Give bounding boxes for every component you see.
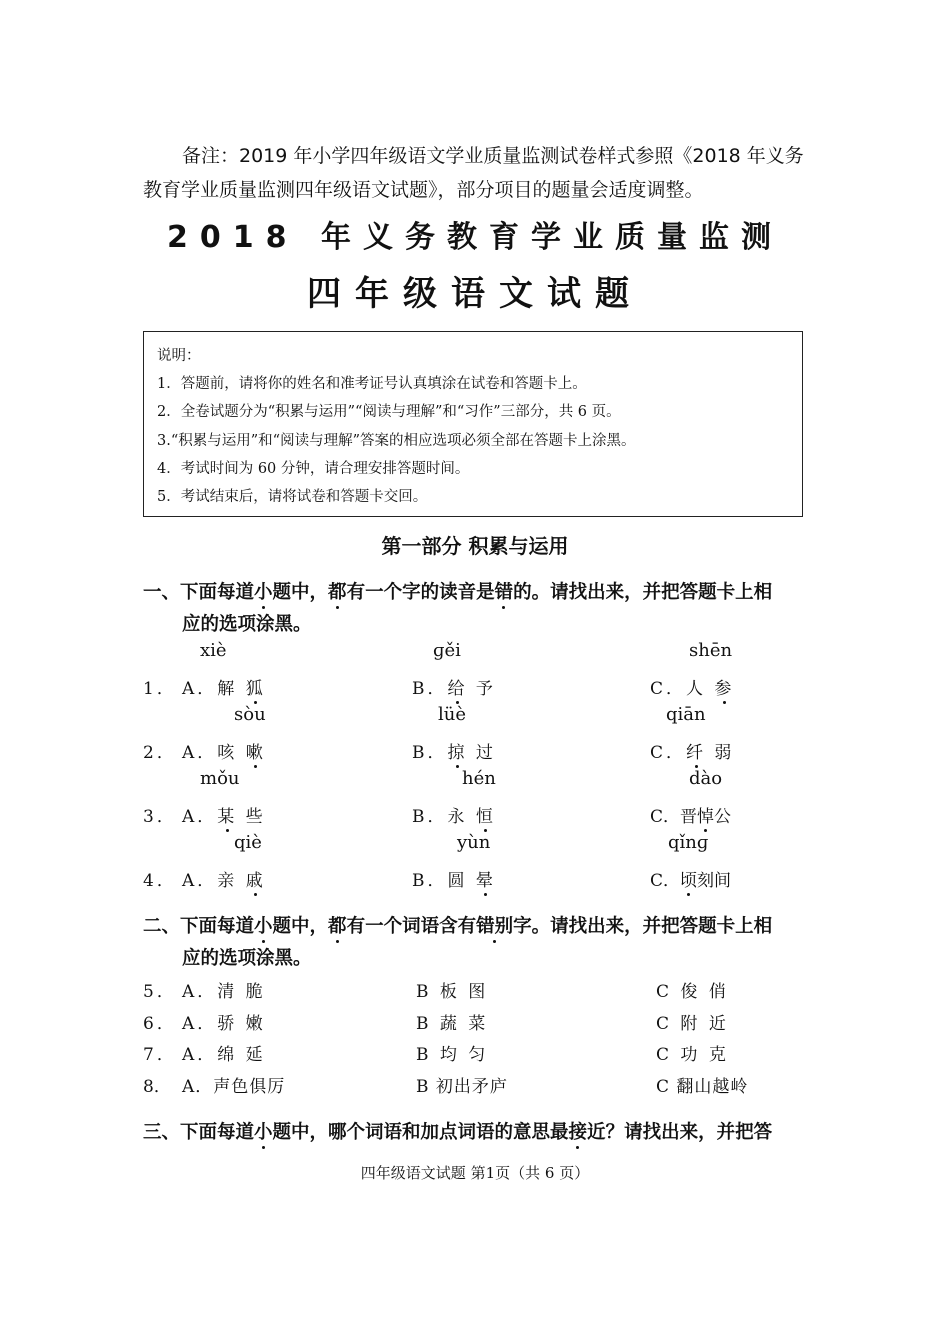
section2-stem <box>143 912 772 938</box>
question-number: 8． <box>143 1077 171 1097</box>
option-c <box>650 802 731 827</box>
pinyin: lüè <box>438 704 467 725</box>
option-b <box>412 866 496 891</box>
option-a <box>182 674 266 699</box>
question-number: 7． <box>143 1045 177 1065</box>
stem-text: 有一个字的读音是 <box>346 582 495 603</box>
dotted-character: 错别 <box>476 912 513 938</box>
dotted-character: 参 <box>714 674 734 699</box>
exam-title: 2018 年义务教育学业质量监测 <box>167 220 783 255</box>
pinyin: dào <box>689 768 723 789</box>
option-b <box>412 802 496 827</box>
option-a: A．声色俱厉 <box>182 1077 286 1097</box>
stem-dotted: 都 <box>328 578 347 604</box>
text-fragment: C． <box>650 679 687 699</box>
stem-dotted: 错 <box>495 578 514 604</box>
option-c: C 翻山越岭 <box>656 1077 749 1097</box>
instruction-item: 4．考试时间为 60 分钟，请合理安排答题时间。 <box>157 461 470 477</box>
dotted-character: 小 <box>254 1118 273 1144</box>
section1-stem <box>143 578 772 604</box>
option-c: C 俊 俏 <box>656 982 729 1002</box>
dotted-character: 小 <box>254 912 273 938</box>
dotted-character: 某 <box>217 802 237 827</box>
pinyin: yùn <box>457 832 491 853</box>
option-a: A．清 脆 <box>182 982 266 1002</box>
section3-stem <box>143 1118 772 1144</box>
option-c <box>650 866 731 891</box>
instruction-item: 1．答题前，请将你的姓名和准考证号认真填涂在试卷和答题卡上。 <box>157 376 587 392</box>
instructions-box <box>143 331 803 517</box>
pinyin: shēn <box>689 640 733 661</box>
text-fragment: A． <box>182 743 218 763</box>
instruction-item: 3.“积累与运用”和“阅读与理解”答案的相应选项必须全部在答题卡上涂黑。 <box>157 433 636 449</box>
pinyin: hén <box>462 768 496 789</box>
text-fragment: 题中， <box>272 916 329 937</box>
dotted-character: 给 <box>448 674 468 699</box>
pinyin: qiān <box>666 704 706 725</box>
text-fragment: B． <box>412 807 448 827</box>
pinyin: mǒu <box>200 768 240 789</box>
text-fragment: 圆 <box>447 871 476 891</box>
option-b <box>412 674 496 699</box>
question-number: 2． <box>143 743 177 763</box>
text-fragment: 题中，哪个词语和加点词语的意思 <box>272 1122 551 1143</box>
option-c <box>650 674 734 699</box>
instruction-item: 2．全卷试题分为“积累与运用”“阅读与理解”和“习作”三部分，共 6 页。 <box>157 404 621 420</box>
dotted-character: 恒 <box>476 802 496 827</box>
option-b: B 初出矛庐 <box>416 1077 508 1097</box>
question-number: 4． <box>143 871 177 891</box>
option-a: A．骄 嫩 <box>182 1014 266 1034</box>
dotted-character: 掠 <box>448 738 468 763</box>
dotted-character: 狐 <box>246 674 266 699</box>
option-c: C 附 近 <box>656 1014 729 1034</box>
text-fragment: 有一个词语含有 <box>346 916 477 937</box>
option-a <box>182 802 266 827</box>
option-c: C 功 克 <box>656 1045 729 1065</box>
text-fragment: A． <box>182 807 218 827</box>
text-fragment: 二、下面每道 <box>143 916 255 937</box>
text-fragment: 予 <box>467 679 496 699</box>
question-number: 6． <box>143 1014 177 1034</box>
text-fragment: 咳 <box>217 743 246 763</box>
text-fragment: ？请找出来，并把答 <box>605 1122 773 1143</box>
text-fragment: 刻间 <box>697 871 732 891</box>
option-c <box>650 738 734 763</box>
text-fragment: A． <box>182 871 218 891</box>
pinyin: xiè <box>200 640 227 661</box>
note-line-2: 教育学业质量监测四年级语文试题》，部分项目的题量会适度调整。 <box>143 179 704 201</box>
pinyin: ɡěi <box>433 640 461 661</box>
text-fragment: 过 <box>467 743 496 763</box>
stem-text: 一、下面每道 <box>143 582 255 603</box>
option-a: A．绵 延 <box>182 1045 266 1065</box>
dotted-character: 顷 <box>680 866 697 891</box>
text-fragment: B． <box>412 679 448 699</box>
section1-stem-line2: 应的选项涂黑。 <box>182 614 312 635</box>
text-fragment: 三、下面每道 <box>143 1122 255 1143</box>
text-fragment: B． <box>412 743 448 763</box>
text-fragment: 亲 <box>217 871 246 891</box>
text-fragment: 解 <box>217 679 246 699</box>
text-fragment: 公 <box>714 807 732 827</box>
option-b <box>412 738 496 763</box>
stem-text: 题中， <box>272 582 329 603</box>
note-line-1: 备注：2019 年小学四年级语文学业质量监测试卷样式参照《2018 年义务 <box>182 145 804 167</box>
option-b: B 均 匀 <box>416 1045 489 1065</box>
option-a <box>182 738 266 763</box>
text-fragment: 些 <box>237 807 266 827</box>
stem-text: 的。请找出来，并把答题卡上相 <box>513 582 773 603</box>
section2-stem-line2: 应的选项涂黑。 <box>182 948 312 969</box>
text-fragment: 永 <box>447 807 476 827</box>
dotted-character: 悼 <box>697 802 714 827</box>
page-footer: 四年级语文试题 第1页（共 6 页） <box>360 1164 590 1182</box>
dotted-character: 嗽 <box>246 738 266 763</box>
text-fragment: 弱 <box>706 743 735 763</box>
pinyin: qǐnɡ <box>668 832 709 853</box>
text-fragment: C． <box>650 871 681 891</box>
option-b: B 板 图 <box>416 982 489 1002</box>
dotted-character: 最接近 <box>550 1118 606 1144</box>
option-a <box>182 866 266 891</box>
pinyin: sòu <box>234 704 266 725</box>
option-b: B 蔬 菜 <box>416 1014 489 1034</box>
question-number: 1． <box>143 679 177 699</box>
dotted-character: 纤 <box>686 738 706 763</box>
text-fragment: 晋 <box>680 807 698 827</box>
dotted-character: 戚 <box>246 866 266 891</box>
text-fragment: C． <box>650 807 681 827</box>
dotted-character: 晕 <box>476 866 496 891</box>
part1-title: 第一部分 积累与运用 <box>381 534 569 558</box>
instructions-heading: 说明： <box>157 348 201 364</box>
pinyin: qiè <box>234 832 262 853</box>
text-fragment: A． <box>182 679 218 699</box>
text-fragment: 字。请找出来，并把答题卡上相 <box>513 916 773 937</box>
text-fragment: 人 <box>686 679 715 699</box>
exam-subtitle: 四年级语文试题 <box>307 274 643 314</box>
dotted-character: 都 <box>328 912 347 938</box>
text-fragment: C． <box>650 743 687 763</box>
question-number: 3． <box>143 807 177 827</box>
instruction-item: 5．考试结束后，请将试卷和答题卡交回。 <box>157 489 428 505</box>
stem-dotted: 小 <box>254 578 273 604</box>
question-number: 5． <box>143 982 177 1002</box>
text-fragment: B． <box>412 871 448 891</box>
